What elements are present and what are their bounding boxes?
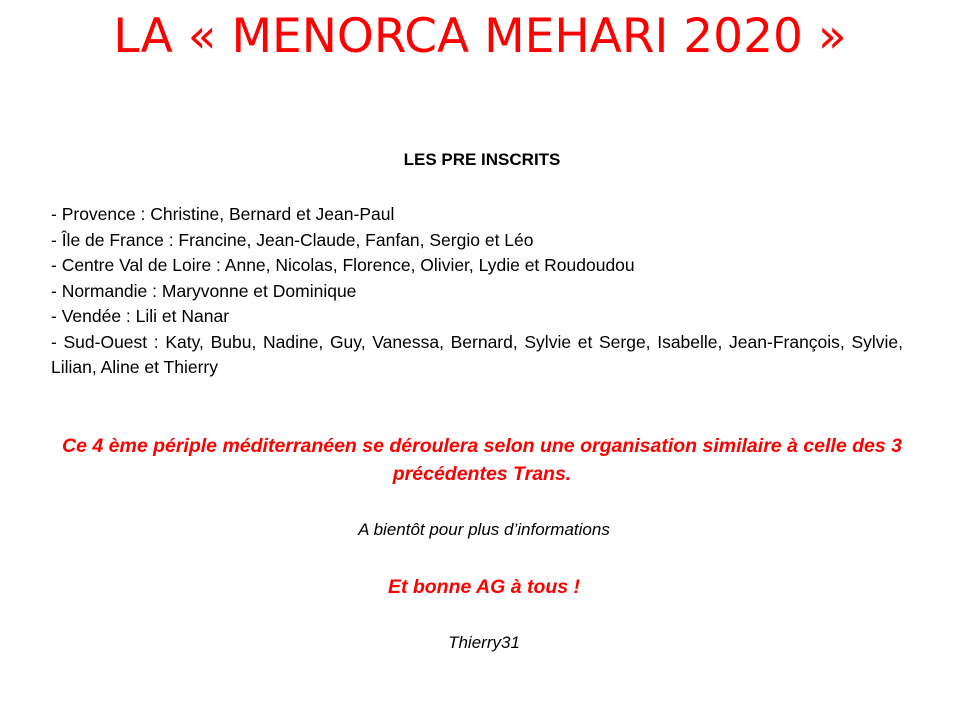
preregistered-list xyxy=(51,202,903,381)
announcement-text: Ce 4 ème périple méditerranéen se déroulera selon une organisation similaire à celle des 3 précédentes Trans. xyxy=(62,435,902,485)
info-line: A bientôt pour plus d’informations xyxy=(358,520,610,539)
list-item-centre-val-de-loire: - Centre Val de Loire : Anne, Nicolas, Florence, Olivier, Lydie et Roudoudou xyxy=(51,255,635,275)
signature: Thierry31 xyxy=(448,633,520,652)
list-item-provence: - Provence : Christine, Bernard et Jean-Paul xyxy=(51,204,395,224)
list-item-vendee: - Vendée : Lili et Nanar xyxy=(51,306,230,326)
ag-greeting: Et bonne AG à tous ! xyxy=(387,576,581,598)
list-item-normandie: - Normandie : Maryvonne et Dominique xyxy=(51,280,357,301)
slide-title: LA « MENORCA MEHARI 2020 » xyxy=(113,9,847,64)
section-heading: LES PRE INSCRITS xyxy=(403,150,561,169)
list-item-ile-de-france: - Île de France : Francine, Jean-Claude, Fanfan, Sergio et Léo xyxy=(51,229,534,250)
list-item-sud-ouest: - Sud-Ouest : Katy, Bubu, Nadine, Guy, Vanessa, Bernard, Sylvie et Serge, Isabelle, Jean-François, Sylvie, Lilian, Aline et Thierry xyxy=(51,331,903,377)
